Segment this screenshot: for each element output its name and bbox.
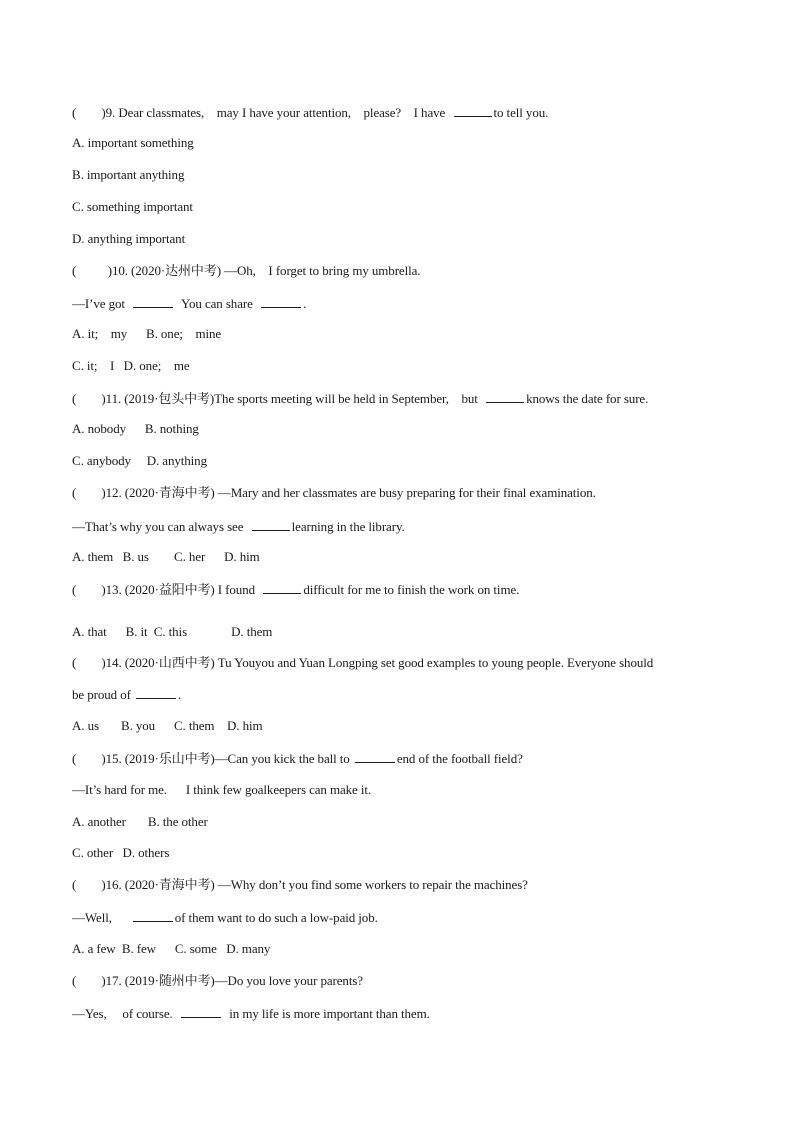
q12-stem: ( )12. (2020·青海中考) —Mary and her classmates are busy preparing for their final examination. <box>72 485 596 500</box>
q9-option-c: C. something important <box>72 199 193 214</box>
answer-blank <box>136 686 176 699</box>
q9-option-b: B. important anything <box>72 167 185 182</box>
q11-stem-text-end: knows the date for sure. <box>526 391 649 406</box>
q12-reply <box>72 518 405 535</box>
q16-reply <box>72 909 378 926</box>
q13-options: A. that B. it C. this D. them <box>72 624 273 639</box>
q12-reply-text-end: learning in the library. <box>291 519 405 534</box>
q16-reply-text: —Well, <box>72 910 131 925</box>
q14-stem2-text-end: . <box>177 687 182 702</box>
q10-reply-text: —I’ve got <box>72 296 132 311</box>
q15-stem <box>72 750 523 767</box>
q15-stem-text: ( )15. (2019·乐山中考)—Can you kick the ball to <box>72 751 353 766</box>
q15-options-2: C. other D. others <box>72 845 170 860</box>
answer-blank <box>133 295 173 308</box>
q16-options: A. a few B. few C. some D. many <box>72 941 271 956</box>
q15-stem-text-end: end of the football field? <box>396 751 523 766</box>
q10-options-1: A. it; my B. one; mine <box>72 326 222 341</box>
q9-stem-text: ( )9. Dear classmates, may I have your attention, please? I have <box>72 105 452 120</box>
q17-reply <box>72 1005 430 1022</box>
q11-options-2: C. anybody D. anything <box>72 453 207 468</box>
q10-options-2: C. it; I D. one; me <box>72 358 190 373</box>
q10-stem: ( )10. (2020·达州中考) —Oh, I forget to bring my umbrella. <box>72 263 421 278</box>
q17-reply-text-end: in my life is more important than them. <box>222 1006 430 1021</box>
q14-stem-line2 <box>72 686 181 703</box>
q15-reply: —It’s hard for me. I think few goalkeepers can make it. <box>72 782 372 797</box>
q17-reply-text: —Yes, of course. <box>72 1006 179 1021</box>
q11-stem-text: ( )11. (2019·包头中考)The sports meeting will be held in September, but <box>72 391 485 406</box>
answer-blank <box>454 104 492 117</box>
q16-reply-text-end: of them want to do such a low-paid job. <box>174 910 378 925</box>
q12-options: A. them B. us C. her D. him <box>72 549 260 564</box>
answer-blank <box>181 1005 221 1018</box>
q16-stem: ( )16. (2020·青海中考) —Why don’t you find some workers to repair the machines? <box>72 877 528 892</box>
answer-blank <box>263 581 301 594</box>
q12-reply-text: —That’s why you can always see <box>72 519 250 534</box>
q10-reply-text-end: . <box>303 296 307 311</box>
q13-stem-text: ( )13. (2020·益阳中考) I found <box>72 582 262 597</box>
q9-option-a: A. important something <box>72 135 194 150</box>
q14-stem2-text: be proud of <box>72 687 134 702</box>
q15-options-1: A. another B. the other <box>72 814 208 829</box>
q10-reply <box>72 295 306 312</box>
answer-blank <box>133 909 173 922</box>
q11-options-1: A. nobody B. nothing <box>72 421 199 436</box>
answer-blank <box>355 750 395 763</box>
q9-stem-text-end: to tell you. <box>493 105 549 120</box>
q9-stem <box>72 104 548 121</box>
q14-stem: ( )14. (2020·山西中考) Tu Youyou and Yuan Longping set good examples to young people. Everyone should <box>72 655 654 670</box>
q14-options: A. us B. you C. them D. him <box>72 718 263 733</box>
answer-blank <box>252 518 290 531</box>
q11-stem <box>72 390 648 407</box>
q10-reply-text-mid: You can share <box>175 296 260 311</box>
q9-option-d: D. anything important <box>72 231 186 246</box>
q17-stem: ( )17. (2019·随州中考)—Do you love your parents? <box>72 973 363 988</box>
q13-stem <box>72 581 519 598</box>
q13-stem-text-end: difficult for me to finish the work on time. <box>303 582 520 597</box>
answer-blank <box>486 390 524 403</box>
answer-blank <box>261 295 301 308</box>
